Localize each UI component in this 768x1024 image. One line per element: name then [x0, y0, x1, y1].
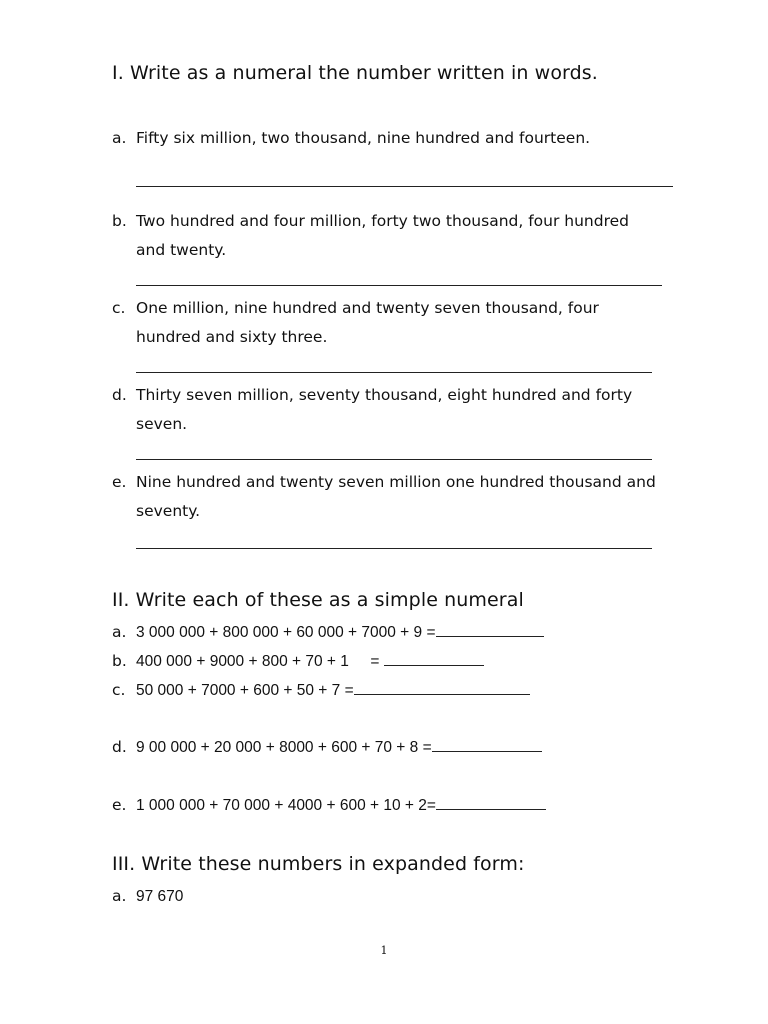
answer-line-1b[interactable] [136, 285, 662, 286]
question-1e-continued: seventy. [136, 502, 201, 520]
expression-text: 400 000 + 9000 + 800 + 70 + 1 = [136, 653, 384, 670]
question-label: e. [112, 473, 127, 491]
answer-line-1d[interactable] [136, 459, 652, 460]
question-label: b. [112, 212, 127, 230]
question-2b [112, 652, 484, 671]
question-label: a. [112, 129, 127, 147]
question-1d-continued: seven. [136, 415, 188, 433]
question-1d [112, 386, 632, 404]
expression-text: 50 000 + 7000 + 600 + 50 + 7 = [136, 682, 354, 699]
question-text: Thirty seven million, seventy thousand, eight hundred and forty [136, 386, 633, 404]
question-1c-continued: hundred and sixty three. [136, 328, 328, 346]
question-2c [112, 681, 530, 700]
question-label: a. [112, 887, 127, 905]
question-text: Nine hundred and twenty seven million one hundred thousand and [136, 473, 656, 491]
answer-line-1a[interactable] [136, 186, 673, 187]
answer-line-1e[interactable] [136, 548, 652, 549]
question-1e [112, 473, 656, 491]
section-1-heading: I. Write as a numeral the number written in words. [112, 62, 598, 84]
question-text: Two hundred and four million, forty two thousand, four hundred [136, 212, 630, 230]
answer-blank-2b[interactable] [384, 653, 484, 666]
expression-text: 1 000 000 + 70 000 + 4000 + 600 + 10 + 2= [136, 797, 436, 814]
expression-text: 9 00 000 + 20 000 + 8000 + 600 + 70 + 8 = [136, 739, 432, 756]
question-label: e. [112, 796, 127, 814]
answer-blank-2a[interactable] [436, 624, 544, 637]
question-text: Fifty six million, two thousand, nine hundred and fourteen. [136, 129, 591, 147]
question-1b-continued: and twenty. [136, 241, 227, 259]
question-label: a. [112, 623, 127, 641]
question-1a [112, 129, 590, 147]
section-3-heading: III. Write these numbers in expanded form: [112, 853, 525, 875]
section-2-heading: II. Write each of these as a simple numeral [112, 589, 524, 611]
answer-blank-2d[interactable] [432, 739, 542, 752]
question-label: c. [112, 681, 126, 699]
question-label: c. [112, 299, 126, 317]
page-number: 1 [380, 944, 388, 957]
question-label: b. [112, 652, 127, 670]
answer-line-1c[interactable] [136, 372, 652, 373]
question-2e [112, 796, 546, 815]
question-label: d. [112, 386, 127, 404]
question-1c [112, 299, 599, 317]
question-text: One million, nine hundred and twenty seven thousand, four [136, 299, 599, 317]
number-value: 97 670 [136, 888, 184, 905]
answer-blank-2c[interactable] [354, 682, 530, 695]
expression-text: 3 000 000 + 800 000 + 60 000 + 7000 + 9 = [136, 624, 436, 641]
question-1b [112, 212, 629, 230]
question-2d [112, 738, 542, 757]
answer-blank-2e[interactable] [436, 797, 546, 810]
question-label: d. [112, 738, 127, 756]
question-2a [112, 623, 544, 642]
question-3a [112, 887, 183, 906]
